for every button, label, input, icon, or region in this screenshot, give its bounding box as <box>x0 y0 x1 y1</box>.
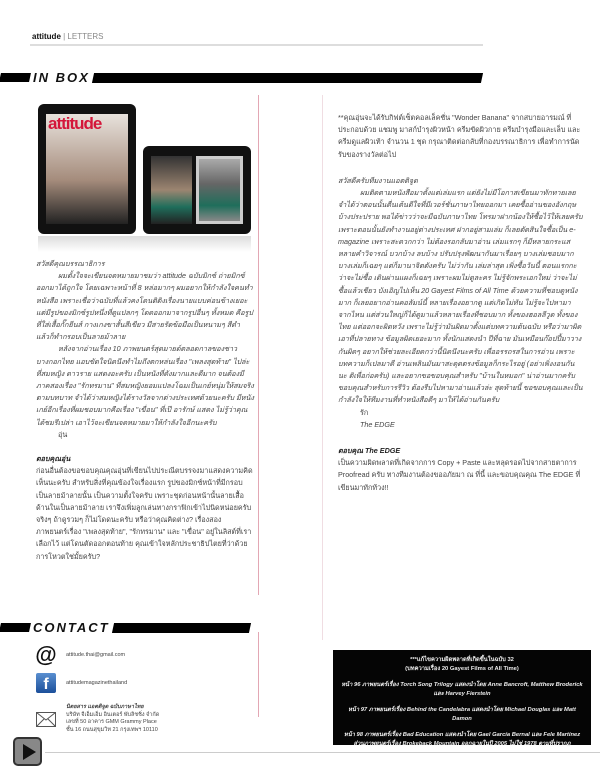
reply1-heading: ตอบคุณอุ่น <box>36 454 71 464</box>
errata-subtitle: (บทความเรื่อง 20 Gayest Films of All Time) <box>405 666 519 672</box>
reply2-body: เป็นความผิดพลาดที่เกิดจากการ Copy + Paste และหลุดรอดไปจากสายตาการ Proofread ครับ ทางทีมงานต้องขออภัยมา ณ ที่นี้ และขอบคุณคุณ The EDGE ที่เขียนมาทักท้วง!! <box>338 458 581 492</box>
contact-facebook <box>36 673 127 693</box>
tablet-photo <box>38 104 258 254</box>
email-link[interactable]: attitude.thai@gmail.com <box>66 652 126 658</box>
facebook-icon: f <box>36 673 56 693</box>
address-line: เลขที่ 50 อาคาร GMM Grammy Place <box>66 719 157 725</box>
footer-divider <box>45 752 600 753</box>
letter1-paragraph: ผมตั้งใจจะเขียนจดหมายมาชมว่า attitude ฉบับมิกซ์ ถ่ายมิกซ์ออกมาได้ถูกใจ โดยเฉพาะหน้าที่ 8 หล่อมากๆ ผมอยากให้กำลังใจคนทำหนังสือ เพราะเชื่อว่าฉบับที่แล้วคงโดนติติงเรื่องนายแบบค่อนข้างเยอะ แต่มีรูปของมิกซ์รูปหนึ่งที่ดูแปลกๆ โดดออกมาจากรูปอื่นๆ ทั้งหมด คือรูปที่ใส่เสื้อกั๊กยีนส์ กางเกงขาสั้นสีเขียว มีสายรัดข้อมือเป็นหนามๆ สีดำ แล้วก็ทำกรอบเป็นลายม้าลาย <box>36 271 253 342</box>
contact-email <box>35 642 126 667</box>
address-line: บริษัท จีเอ็มเอ็ม อินเตอร์ พับลิชชิ่ง จำกัด <box>66 711 160 718</box>
page-header <box>32 32 103 41</box>
envelope-icon <box>36 709 56 729</box>
prize-note: **คุณอุ่นจะได้รับกิฟต์เซ็ตคอลเล็คชั่น "Wonder Banana" จากสบายอารมณ์ ที่ประกอบด้วย แชมพู มาสก์บำรุงผิวหน้า ครีมขัดผิวกาย ครีมบำรุงมือและเล็บ และครีมดูแลผิวเท้า จำนวน 1 ชุด กรุณาติดต่อกลับที่กองบรรณาธิการ เพื่อทำการนัดรับของรางวัลต่อไป <box>338 113 581 159</box>
errata-item: หน้า 97 ภาพยนตร์เรื่อง Behind the Candelabra แสดงนำโดย Michael Douglas และ Matt Damon <box>348 707 576 722</box>
reply2-heading: ตอบคุณ The EDGE <box>338 446 401 456</box>
letter2-signature: The EDGE <box>360 419 395 429</box>
contact-banner <box>0 622 250 633</box>
header-divider <box>30 44 483 46</box>
errata-title: ***แก้ไขความผิดพลาดที่เกิดขึ้นในฉบับ 32 <box>410 657 514 663</box>
column-divider <box>258 632 259 717</box>
errata-item: หน้า 98 ภาพยนตร์เรื่อง Bad Education แสดงนำโดย Gael García Bernal และ Fele Martínez ส่วนภาพยนตร์เรื่อง Brokeback Mountain ออกฉายในปี 2005 ไม่ใช่ 1978 ตามที่ปรากฏ <box>343 732 581 747</box>
section-name: | LETTERS <box>63 32 104 41</box>
play-button[interactable] <box>13 737 42 766</box>
tablet-cover <box>38 104 136 234</box>
letter1-greeting: สวัสดีคุณบรรณาธิการ <box>36 259 105 268</box>
address-line: ชั้น 16 ถนนสุขุมวิท 21 กรุงเทพฯ 10110 <box>66 726 158 733</box>
left-column <box>36 258 254 563</box>
magazine-logo: attitude <box>48 114 102 133</box>
letter2-closing: รัก <box>360 407 369 417</box>
brand-name: attitude <box>32 32 61 41</box>
right-column <box>338 112 583 494</box>
contact-address <box>36 704 159 734</box>
letter1-paragraph: หลังจากอ่านเรื่อง 10 ภาพยนตร์สุดมายด์ตลอดกาลของชาวบางกอกไทย แอบขัดใจนิดนึงทำไมถึงตกหล่นเรื่อง "เพลงสุดท้าย" ไปล่ะ ที่สมหญิง ดาวราย แสดงอะครับ เป็นหนังที่ดังมากและดีมาก จนต้องมีภาคสองเรื่อง "รักทรมาน" ที่สมหญิงยอมแปลงโฉมเป็นเกย์หนุ่มให้สมจริงตามบทบาท จำได้ว่าสมหญิงได้รางวัลจากต่างประเทศด้วยนะครับ มีหนังเกย์อีกเรื่องที่ผมชอบมากคือเรื่อง "เขื่อน" ที่เป๊ อารักษ์ แสดง ไม่รู้ว่าคุณได้ชมรึเปล่า เอาไว้จะเขียนจดหมายมาให้กำลังใจอีกนะครับ <box>36 344 254 427</box>
reply1-body: ก่อนอื่นต้องขอขอบคุณคุณอุ่นที่เขียนไปประณีตบรรจงมาแสดงความคิดเห็นนะครับ สำหรับสิ่งที่คุณข้องใจเรื่องแรก รูปของมิกซ์หน้าที่มีกรอบเป็นลายม้าลายนั้น เป็นความตั้งใจครับ เพราะชุดก่อนหน้านั้นลายเสื้อด้านในเป็นลายม้าลาย เราจึงเพิ่มลูกเล่นทางกราฟิกเข้าไปนิดหน่อยครับ จริงๆ ถ้าดูรวมๆ ก็ไม่โดดนะครับ หรือว่าคุณคิดต่าง? เรื่องสอง ภาพยนตร์เรื่อง "เพลงสุดท้าย", "รักทรมาน" และ "เขื่อน" อยู่ในลิสต์ที่เราเลือกไว้ แต่โดนตัดออกตอนท้าย คุณเข้าใจหลักประชาธิปไตยที่ว่าด้วยการโหวตใช่มั้ยครับ? <box>36 466 253 561</box>
errata-box <box>333 650 591 745</box>
inbox-title: IN BOX <box>33 70 90 85</box>
tablet-spread <box>143 146 251 234</box>
facebook-link[interactable]: attitudemagazinethailand <box>66 680 128 686</box>
letter2-greeting: สวัสดีครับทีมงานแอตติจูด <box>338 175 418 185</box>
address-title: นิตยสาร แอตติจูด ฉบับภาษาไทย <box>66 704 144 710</box>
inbox-banner <box>0 72 482 83</box>
at-sign-icon: @ <box>35 642 57 667</box>
contact-title: CONTACT <box>33 620 110 635</box>
errata-item: หน้า 96 ภาพยนตร์เรื่อง Torch Song Trilogy แสดงนำโดย Anne Bancroft, Matthew Broderick และ Harvey Fierstein <box>341 682 583 697</box>
column-divider <box>322 95 323 640</box>
play-icon <box>23 744 36 760</box>
column-divider <box>258 95 259 595</box>
letter1-signature: อุ่น <box>58 429 68 439</box>
letter2-body: ผมติดตามหนังสือมาตั้งแต่เล่มแรก แต่ยังไม่มีโอกาสเขียนมาทักทายเลย จำได้ว่าตอนนั้นตื่นเต้นดีใจที่มีเวอร์ชั่นภาษาไทยออกมา เคยซื้ออ่านของอังกฤษบ้างประปราย พอได้ข่าวว่าจะมีฉบับภาษาไทย โทรมาฝากน้องให้ซื้อไว้ให้เลยครับ เพราะตอนนั้นยังทำงานอยู่ต่างประเทศ ฝากอยู่สามเล่ม ก็เลยตัดสินใจซื้อเป็น e-magazine เพราะสะดวกกว่า ไม่ต้องรอกลับมาอ่าน เล่มแรกๆ ก็มีหลายกระแส หลายคำวิจารณ์ บวกบ้าง ลบบ้าง ปรับปรุงพัฒนากันมาเรื่อยๆ บางเล่มชอบมาก บางเล่มก็เฉยๆ แต่ก็มานาจิตตังครับ ไม่ว่ากัน เล่มล่าสุด เพิ่งซื้อวันนี้ ตอนแรกกะว่าจะไม่ซื้อ เดินผ่านแผงก็เฉยๆ เพราะผมไม่ดูละคร ไม่รู้จักพระเอกใหม่ ว่าจะไม่ซื้อแล้วเชียว บังเอิญไปเห็น 20 Gayest Films of All Time ด้วยความที่ชอบดูหนังมาก ก็เลยอยากอ่านคอลัมน์นี้ หลายเรื่องอยากดู แต่เกิดไม่ทัน ไม่รู้จะไปหามาจากไหน แต่ส่วนใหญ่ก็ได้ดูมาแล้วหลายเรื่องที่ชอบมาก ทั้งของฮอลลีวูด ทั้งของไทย แต่ออกจะผิดหวัง เพราะไม่รู้ว่ามันผิดมาตั้งแต่บทความต้นฉบับ หรือว่ามาผิดเอาที่ปลายทาง ข้อมูลผิดเยอะมาก ทั้งนักแสดงนำ ปีที่ฉาย มันเหมือนก๊อปปี้มาวางกันผิดๆ อยากให้ช่วยละเอียดกว่านี้นิดนึงนะครับ เพื่ออรรถรสในการอ่าน เพราะบทความก็เปลมาดี อ่านเพลินมันมาสะดุดตรงข้อมูลก็กระไรอยู่ (อย่าเพิ่งงอนกันนะ ติเพื่อก่อครับ) และอยากขอขอบคุณสำหรับ "บ้านในหมอก" น่าอ่านมากครับ ขอบคุณสำหรับการรีวิว ต้องรีบไปหามาอ่านแล้วล่ะ สุดท้ายนี้ ขอขอบคุณและเป็นกำลังใจให้ทีมงานที่ทำหนังสือดีๆ มาให้ได้อ่านกันครับ <box>338 188 583 405</box>
